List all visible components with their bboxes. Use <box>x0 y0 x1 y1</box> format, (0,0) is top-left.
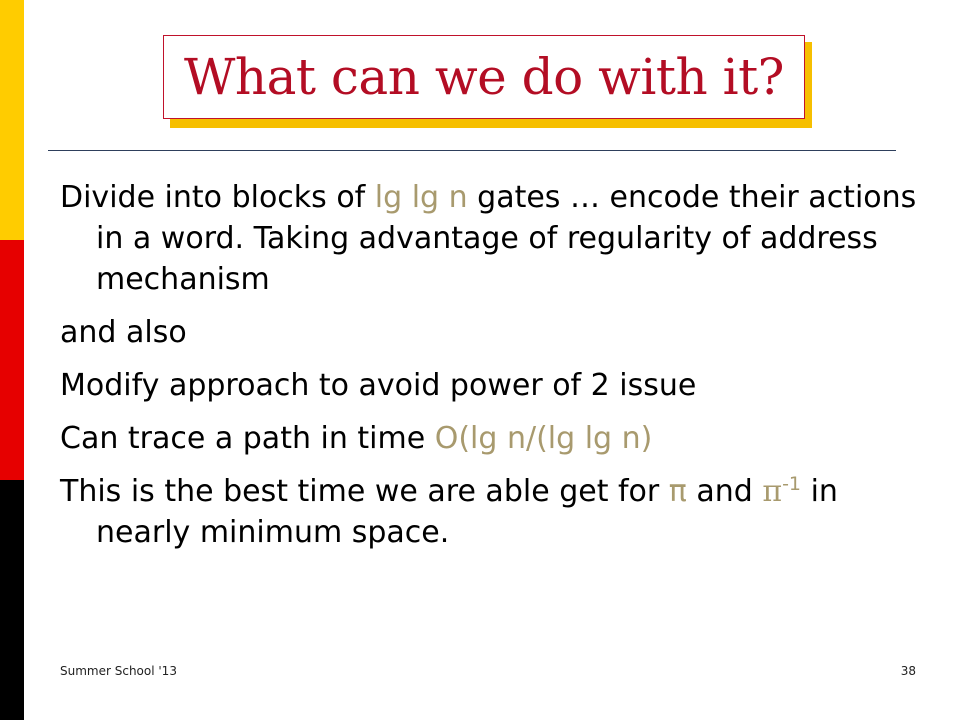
paragraph-text: and <box>686 474 763 509</box>
paragraph-text: Can trace a path in time <box>60 421 435 456</box>
bullet-paragraph-4 <box>60 418 920 459</box>
highlight-term: O(lg n/(lg lg n) <box>434 421 653 456</box>
side-bar-red <box>0 240 24 480</box>
title-divider <box>48 150 896 151</box>
paragraph-text: and also <box>60 315 187 350</box>
slide-title: What can we do with it? <box>184 48 784 106</box>
highlight-term: lg lg n <box>374 180 468 215</box>
title-box <box>163 35 805 119</box>
slide-body <box>60 177 920 565</box>
side-bar-yellow <box>0 0 24 240</box>
slide-number: 38 <box>900 664 916 678</box>
paragraph-text: Divide into blocks of <box>60 180 375 215</box>
paragraph-text: in nearly minimum space. <box>96 474 838 550</box>
highlight-term: π <box>668 474 687 509</box>
paragraph-text: gates … encode their actions in a word. Taking advantage of regularity of address mechanism <box>96 180 917 297</box>
footer-left-text: Summer School '13 <box>60 664 177 678</box>
bullet-paragraph-1 <box>60 177 920 300</box>
bullet-paragraph-5 <box>60 471 920 553</box>
bullet-paragraph-3 <box>60 365 920 406</box>
paragraph-text: Modify approach to avoid power of 2 issue <box>60 368 697 403</box>
pi-symbol: π <box>762 474 783 509</box>
paragraph-text: This is the best time we are able get for <box>60 474 669 509</box>
bullet-paragraph-2 <box>60 312 920 353</box>
side-bar-black <box>0 480 24 720</box>
superscript: -1 <box>782 473 802 495</box>
